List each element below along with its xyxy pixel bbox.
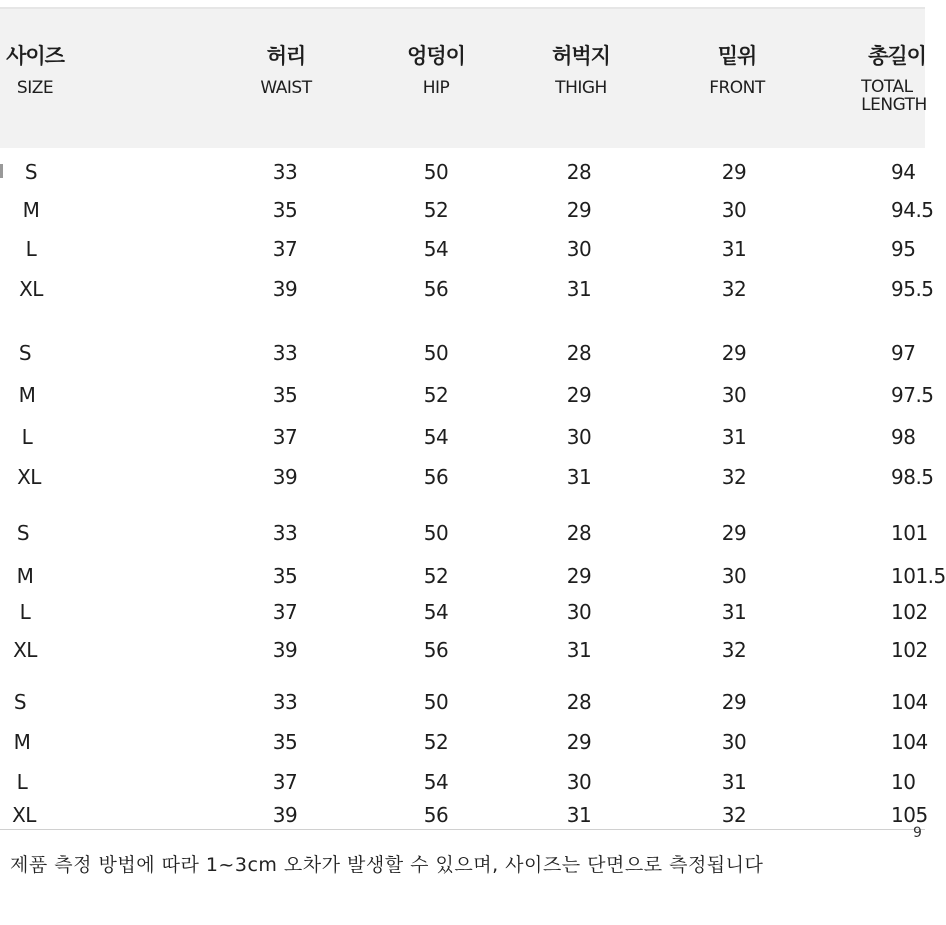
cell-size: M bbox=[22, 198, 40, 222]
header-col-3 bbox=[552, 40, 610, 98]
cell-size: S bbox=[18, 341, 32, 365]
cell-thigh: 30 bbox=[566, 425, 592, 449]
cell-hip: 52 bbox=[423, 198, 449, 222]
cell-waist: 39 bbox=[272, 465, 298, 489]
cell-front: 30 bbox=[721, 564, 747, 588]
cell-size: M bbox=[18, 383, 36, 407]
header-en-0: SIZE bbox=[16, 78, 54, 98]
cell-thigh: 29 bbox=[566, 198, 592, 222]
cell-waist: 33 bbox=[272, 160, 298, 184]
cell-size: S bbox=[24, 160, 38, 184]
cell-waist: 33 bbox=[272, 521, 298, 545]
cell-hip: 56 bbox=[423, 803, 449, 827]
cell-thigh: 28 bbox=[566, 341, 592, 365]
cell-waist: 39 bbox=[272, 803, 298, 827]
cell-size: L bbox=[16, 770, 28, 794]
cell-total: 98.5 bbox=[891, 465, 934, 489]
cell-thigh: 29 bbox=[566, 564, 592, 588]
cell-total: 102 bbox=[891, 638, 928, 662]
header-en-1: WAIST bbox=[260, 78, 312, 98]
cell-thigh: 29 bbox=[566, 730, 592, 754]
cell-front: 29 bbox=[721, 690, 747, 714]
cell-total: 94.5 bbox=[891, 198, 934, 222]
cell-hip: 56 bbox=[423, 277, 449, 301]
cell-hip: 52 bbox=[423, 730, 449, 754]
measurement-note: 제품 측정 방법에 따라 1~3cm 오차가 발생할 수 있으며, 사이즈는 단면으로 측정됩니다 bbox=[10, 854, 764, 876]
cell-hip: 50 bbox=[423, 160, 449, 184]
cell-thigh: 31 bbox=[566, 277, 592, 301]
cell-waist: 33 bbox=[272, 690, 298, 714]
cell-waist: 35 bbox=[272, 198, 298, 222]
cell-total: 104 bbox=[891, 730, 928, 754]
cell-front: 31 bbox=[721, 425, 747, 449]
cell-total: 10 bbox=[891, 770, 916, 794]
cell-waist: 39 bbox=[272, 277, 298, 301]
cell-hip: 52 bbox=[423, 564, 449, 588]
header-ko-3: 허벅지 bbox=[552, 44, 610, 68]
cell-size: XL bbox=[12, 803, 36, 827]
header-en-3: THIGH bbox=[555, 78, 607, 98]
cell-waist: 35 bbox=[272, 383, 298, 407]
cell-thigh: 28 bbox=[566, 521, 592, 545]
cell-waist: 33 bbox=[272, 341, 298, 365]
cell-front: 30 bbox=[721, 198, 747, 222]
cell-waist: 39 bbox=[272, 638, 298, 662]
cell-thigh: 31 bbox=[566, 638, 592, 662]
header-col-2 bbox=[407, 40, 465, 98]
cell-size: XL bbox=[13, 638, 37, 662]
cell-hip: 50 bbox=[423, 341, 449, 365]
header-col-0 bbox=[6, 40, 64, 98]
cell-thigh: 29 bbox=[566, 383, 592, 407]
cell-thigh: 30 bbox=[566, 237, 592, 261]
cell-thigh: 31 bbox=[566, 465, 592, 489]
cell-thigh: 31 bbox=[566, 803, 592, 827]
cell-front: 32 bbox=[721, 277, 747, 301]
cell-size: L bbox=[25, 237, 37, 261]
cell-thigh: 30 bbox=[566, 600, 592, 624]
header-en-4: FRONT bbox=[709, 78, 765, 98]
header-col-5 bbox=[861, 40, 927, 115]
cell-front: 29 bbox=[721, 521, 747, 545]
cell-front: 31 bbox=[721, 237, 747, 261]
cell-total: 97 bbox=[891, 341, 916, 365]
header-en-5: TOTAL LENGTH bbox=[861, 77, 927, 115]
cell-waist: 37 bbox=[272, 600, 298, 624]
cell-waist: 35 bbox=[272, 730, 298, 754]
cell-hip: 50 bbox=[423, 690, 449, 714]
cell-hip: 56 bbox=[423, 465, 449, 489]
cell-total: 102 bbox=[891, 600, 928, 624]
cell-size: S bbox=[16, 521, 30, 545]
cell-size: XL bbox=[17, 465, 41, 489]
cell-total: 95 bbox=[891, 237, 916, 261]
cell-hip: 54 bbox=[423, 237, 449, 261]
cell-size: M bbox=[16, 564, 34, 588]
cell-size: XL bbox=[19, 277, 43, 301]
cell-hip: 50 bbox=[423, 521, 449, 545]
cell-waist: 37 bbox=[272, 425, 298, 449]
cell-front: 30 bbox=[721, 383, 747, 407]
cell-total: 101.5 bbox=[891, 564, 946, 588]
cell-front: 30 bbox=[721, 730, 747, 754]
bottom-divider bbox=[0, 829, 925, 830]
header-ko-4: 밑위 bbox=[717, 44, 757, 68]
header-en-2: HIP bbox=[422, 78, 450, 98]
cell-thigh: 28 bbox=[566, 160, 592, 184]
cell-total: 101 bbox=[891, 521, 928, 545]
cell-total: 97.5 bbox=[891, 383, 934, 407]
cell-hip: 54 bbox=[423, 770, 449, 794]
cell-front: 31 bbox=[721, 770, 747, 794]
cell-size: S bbox=[13, 690, 27, 714]
header-col-1 bbox=[260, 40, 311, 98]
cell-hip: 54 bbox=[423, 425, 449, 449]
cell-thigh: 30 bbox=[566, 770, 592, 794]
cell-front: 32 bbox=[721, 638, 747, 662]
header-ko-2: 엉덩이 bbox=[407, 44, 465, 68]
cell-front: 29 bbox=[721, 341, 747, 365]
header-ko-1: 허리 bbox=[266, 44, 306, 68]
cell-size: L bbox=[19, 600, 31, 624]
cell-hip: 52 bbox=[423, 383, 449, 407]
cell-total: 98 bbox=[891, 425, 916, 449]
edge-artifact bbox=[0, 164, 3, 178]
cell-total: 94 bbox=[891, 160, 916, 184]
cell-waist: 35 bbox=[272, 564, 298, 588]
cell-thigh: 28 bbox=[566, 690, 592, 714]
cell-front: 31 bbox=[721, 600, 747, 624]
stray-glyph: 9 bbox=[913, 825, 922, 841]
cell-total: 105 bbox=[891, 803, 928, 827]
cell-front: 32 bbox=[721, 465, 747, 489]
header-ko-5: 총길이 bbox=[868, 44, 926, 68]
cell-hip: 56 bbox=[423, 638, 449, 662]
header-ko-0: 사이즈 bbox=[6, 44, 64, 68]
cell-waist: 37 bbox=[272, 237, 298, 261]
cell-total: 104 bbox=[891, 690, 928, 714]
cell-hip: 54 bbox=[423, 600, 449, 624]
cell-front: 32 bbox=[721, 803, 747, 827]
header-col-4 bbox=[709, 40, 765, 98]
cell-size: L bbox=[21, 425, 33, 449]
cell-waist: 37 bbox=[272, 770, 298, 794]
cell-total: 95.5 bbox=[891, 277, 934, 301]
cell-front: 29 bbox=[721, 160, 747, 184]
cell-size: M bbox=[13, 730, 31, 754]
